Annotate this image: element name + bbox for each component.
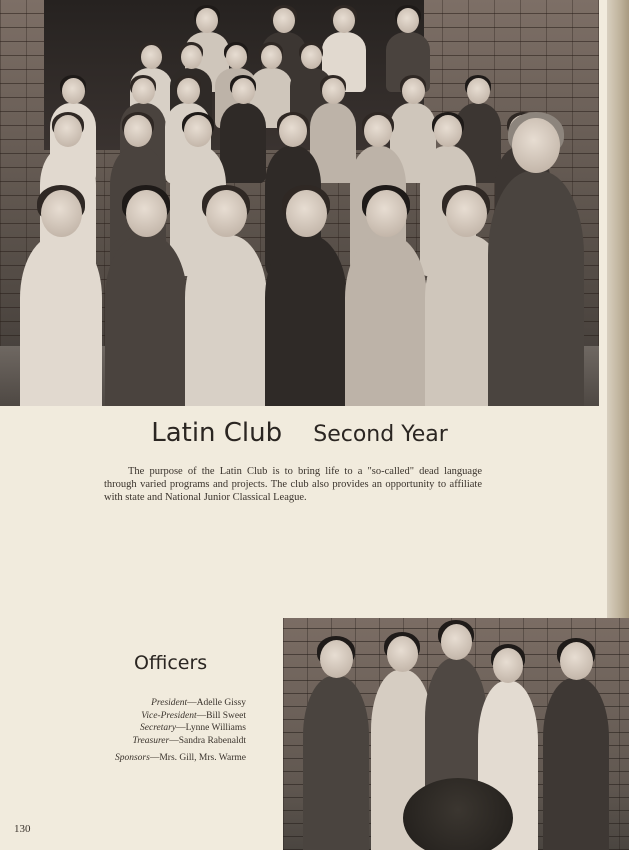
- officers-heading: Officers: [134, 652, 208, 674]
- photo-person-face: [177, 78, 200, 104]
- officers-list: [16, 697, 246, 765]
- officer-name: Adelle Gissy: [196, 698, 246, 708]
- officer-role: Sponsors: [114, 753, 150, 763]
- officer-name: Bill Sweet: [206, 710, 246, 721]
- officer-role: Treasurer: [132, 735, 170, 746]
- officer-name: Mrs. Gill, Mrs. Warme: [159, 753, 246, 763]
- photo-person-face: [132, 78, 155, 104]
- page-number: 130: [14, 823, 31, 835]
- photo-person: [345, 235, 427, 406]
- photo-person: [265, 235, 347, 406]
- page-title-row: [0, 418, 599, 448]
- photo-person-face: [261, 45, 282, 69]
- photo-person-face: [206, 190, 247, 237]
- photo-person-face: [41, 190, 82, 237]
- photo-person-face: [366, 190, 407, 237]
- group-photo: [0, 0, 599, 406]
- photo-person-face: [441, 624, 472, 660]
- photo-person-face: [124, 115, 152, 147]
- photo-person-face: [446, 190, 487, 237]
- photo-person-face: [279, 115, 307, 147]
- officer-row-secretary: Secretary—Lynne Williams: [140, 723, 246, 733]
- officer-role: Secretary: [140, 723, 177, 733]
- photo-person-face: [54, 115, 82, 147]
- photo-person-face: [141, 45, 162, 69]
- officer-row-sponsors: Sponsors—Mrs. Gill, Mrs. Warme: [114, 753, 246, 763]
- page-subtitle: Second Year: [313, 422, 448, 447]
- photo-person-face: [184, 115, 212, 147]
- officer-row-treasurer: Treasurer—Sandra Rabenaldt: [132, 735, 246, 746]
- officer-name: Lynne Williams: [185, 723, 246, 733]
- photo-person-face: [181, 45, 202, 69]
- officer-row-president: President—Adelle Gissy: [151, 698, 246, 708]
- photo-person: [303, 676, 369, 850]
- photo-person-face: [320, 640, 353, 678]
- photo-person: [220, 103, 266, 183]
- photo-person-face: [467, 78, 490, 104]
- officer-name: Sandra Rabenaldt: [178, 735, 246, 746]
- officers-photo: [283, 618, 629, 850]
- officer-role: President: [151, 698, 188, 708]
- photo-person: [543, 678, 609, 850]
- photo-bush: [403, 778, 513, 850]
- photo-person-face: [402, 78, 425, 104]
- photo-person: [488, 171, 584, 406]
- officer-row-vice-president: Vice-President—Bill Sweet: [141, 710, 246, 721]
- photo-person-face: [286, 190, 327, 237]
- photo-person-face: [322, 78, 345, 104]
- photo-person-face: [62, 78, 85, 104]
- photo-person-face: [493, 648, 523, 683]
- photo-person-face: [560, 642, 593, 680]
- photo-person: [105, 235, 187, 406]
- photo-person: [20, 235, 102, 406]
- photo-person-face: [226, 45, 247, 69]
- club-description: The purpose of the Latin Club is to bring life to a "so-called" dead language through varied programs and projects. The club also provides an opportunity to affiliate with state and National Junior Classical League.: [104, 466, 482, 503]
- photo-person-face: [364, 115, 392, 147]
- photo-person-face: [232, 78, 255, 104]
- photo-person-face: [301, 45, 322, 69]
- page-title: Latin Club: [151, 418, 283, 448]
- photo-person-face: [434, 115, 462, 147]
- photo-person-face: [387, 636, 418, 672]
- photo-person: [185, 235, 267, 406]
- photo-person-face: [126, 190, 167, 237]
- photo-person-face: [512, 118, 560, 173]
- officer-role: Vice-President: [141, 710, 197, 721]
